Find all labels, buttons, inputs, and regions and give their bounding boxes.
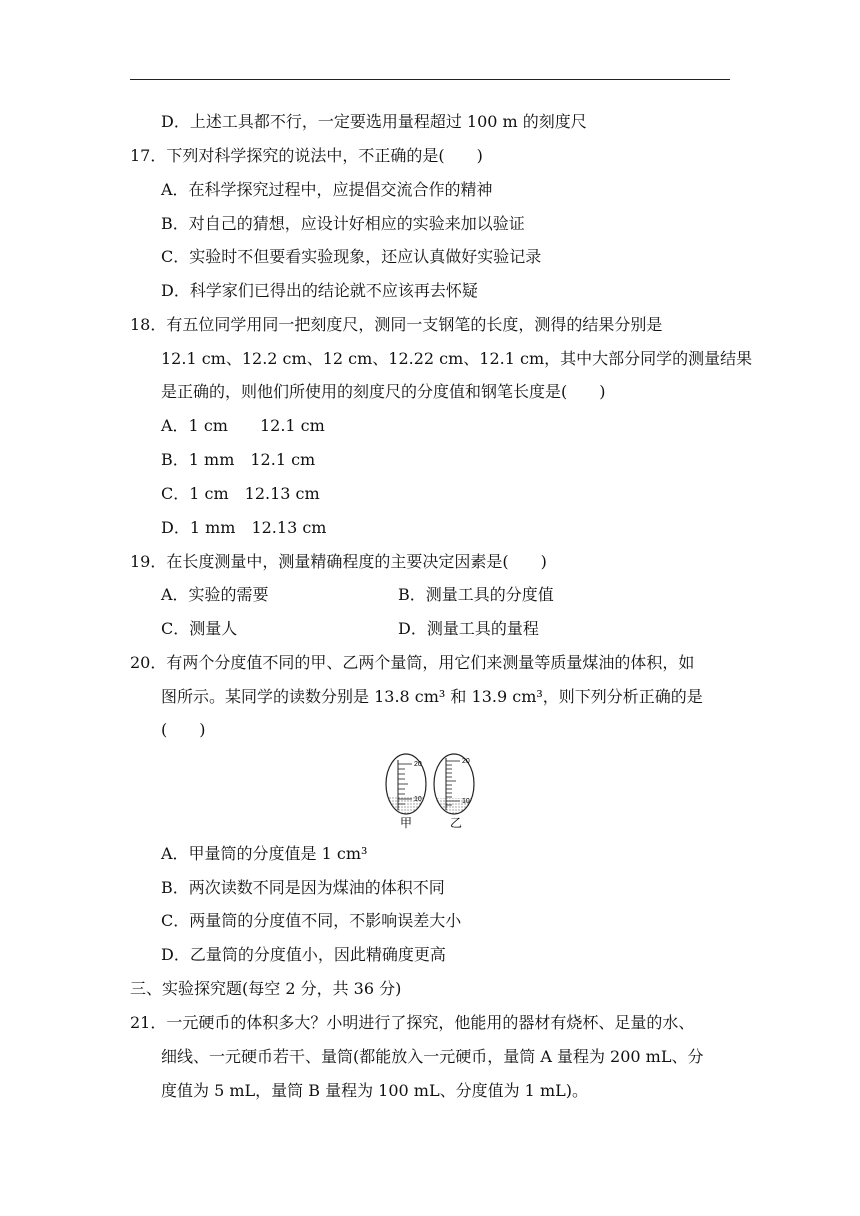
q19-option-a: A．实验的需要 [161, 585, 269, 604]
q18-stem-line2: 12.1 cm、12.2 cm、12 cm、12.22 cm、12.1 cm，其中大部分同学的测量结果 [161, 349, 753, 368]
q18-option-b: B．1 mm 12.1 cm [161, 450, 316, 469]
q18-stem-line1: 18．有五位同学用同一把刻度尺，测同一支钢笔的长度，测得的结果分别是 [130, 315, 663, 334]
cylinder-yi [434, 754, 474, 816]
cylinder-yi-label: 乙 [450, 816, 463, 830]
q20-stem-line2: 图所示。某同学的读数分别是 13.8 cm³ 和 13.9 cm³，则下列分析正确的是 [161, 687, 703, 706]
cylinder-jia [386, 754, 426, 816]
cylinder-yi-tick-10: 10 [462, 798, 470, 805]
cylinder-jia-tick-10: 10 [414, 796, 422, 803]
q20-option-b: B．两次读数不同是因为煤油的体积不同 [161, 878, 445, 897]
q18-option-a: A．1 cm 12.1 cm [161, 416, 325, 435]
graduated-cylinders-figure [380, 752, 480, 830]
cylinder-jia-label: 甲 [400, 816, 413, 830]
q19-stem: 19．在长度测量中，测量精确程度的主要决定因素是( ) [130, 552, 547, 571]
section-3-heading: 三、实验探究题(每空 2 分，共 36 分) [130, 979, 402, 998]
q17-option-c: C．实验时不但要看实验现象，还应认真做好实验记录 [161, 247, 542, 266]
q17-option-a: A．在科学探究过程中，应提倡交流合作的精神 [161, 180, 493, 199]
cylinder-jia-tick-20: 20 [414, 761, 422, 768]
q16-option-d: D．上述工具都不行，一定要选用量程超过 100 m 的刻度尺 [161, 112, 587, 131]
q17-stem: 17．下列对科学探究的说法中，不正确的是( ) [130, 146, 483, 165]
q20-stem-line1: 20．有两个分度值不同的甲、乙两个量筒，用它们来测量等质量煤油的体积，如 [130, 653, 695, 672]
header-rule [130, 79, 730, 80]
q19-option-c: C．测量人 [161, 619, 238, 638]
q20-stem-line3: ( ) [161, 720, 206, 739]
q21-stem-line1: 21．一元硬币的体积多大？小明进行了探究，他能用的器材有烧杯、足量的水、 [130, 1013, 695, 1032]
q18-option-d: D．1 mm 12.13 cm [161, 518, 327, 537]
q20-option-d: D．乙量筒的分度值小，因此精确度更高 [161, 945, 446, 964]
q21-stem-line2: 细线、一元硬币若干、量筒(都能放入一元硬币，量筒 A 量程为 200 mL、分 [161, 1047, 704, 1066]
q20-option-a: A．甲量筒的分度值是 1 cm³ [161, 844, 368, 863]
q18-option-c: C．1 cm 12.13 cm [161, 484, 320, 503]
cylinder-yi-tick-20: 20 [462, 758, 470, 765]
q19-option-b: B．测量工具的分度值 [398, 585, 554, 604]
q21-stem-line3: 度值为 5 mL，量筒 B 量程为 100 mL、分度值为 1 mL)。 [161, 1081, 588, 1100]
q18-stem-line3: 是正确的，则他们所使用的刻度尺的分度值和钢笔长度是( ) [161, 382, 606, 401]
q17-option-b: B．对自己的猜想，应设计好相应的实验来加以验证 [161, 214, 525, 233]
q19-option-d: D．测量工具的量程 [398, 619, 539, 638]
q17-option-d: D．科学家们已得出的结论就不应该再去怀疑 [161, 281, 478, 300]
q20-option-c: C．两量筒的分度值不同，不影响误差大小 [161, 911, 462, 930]
